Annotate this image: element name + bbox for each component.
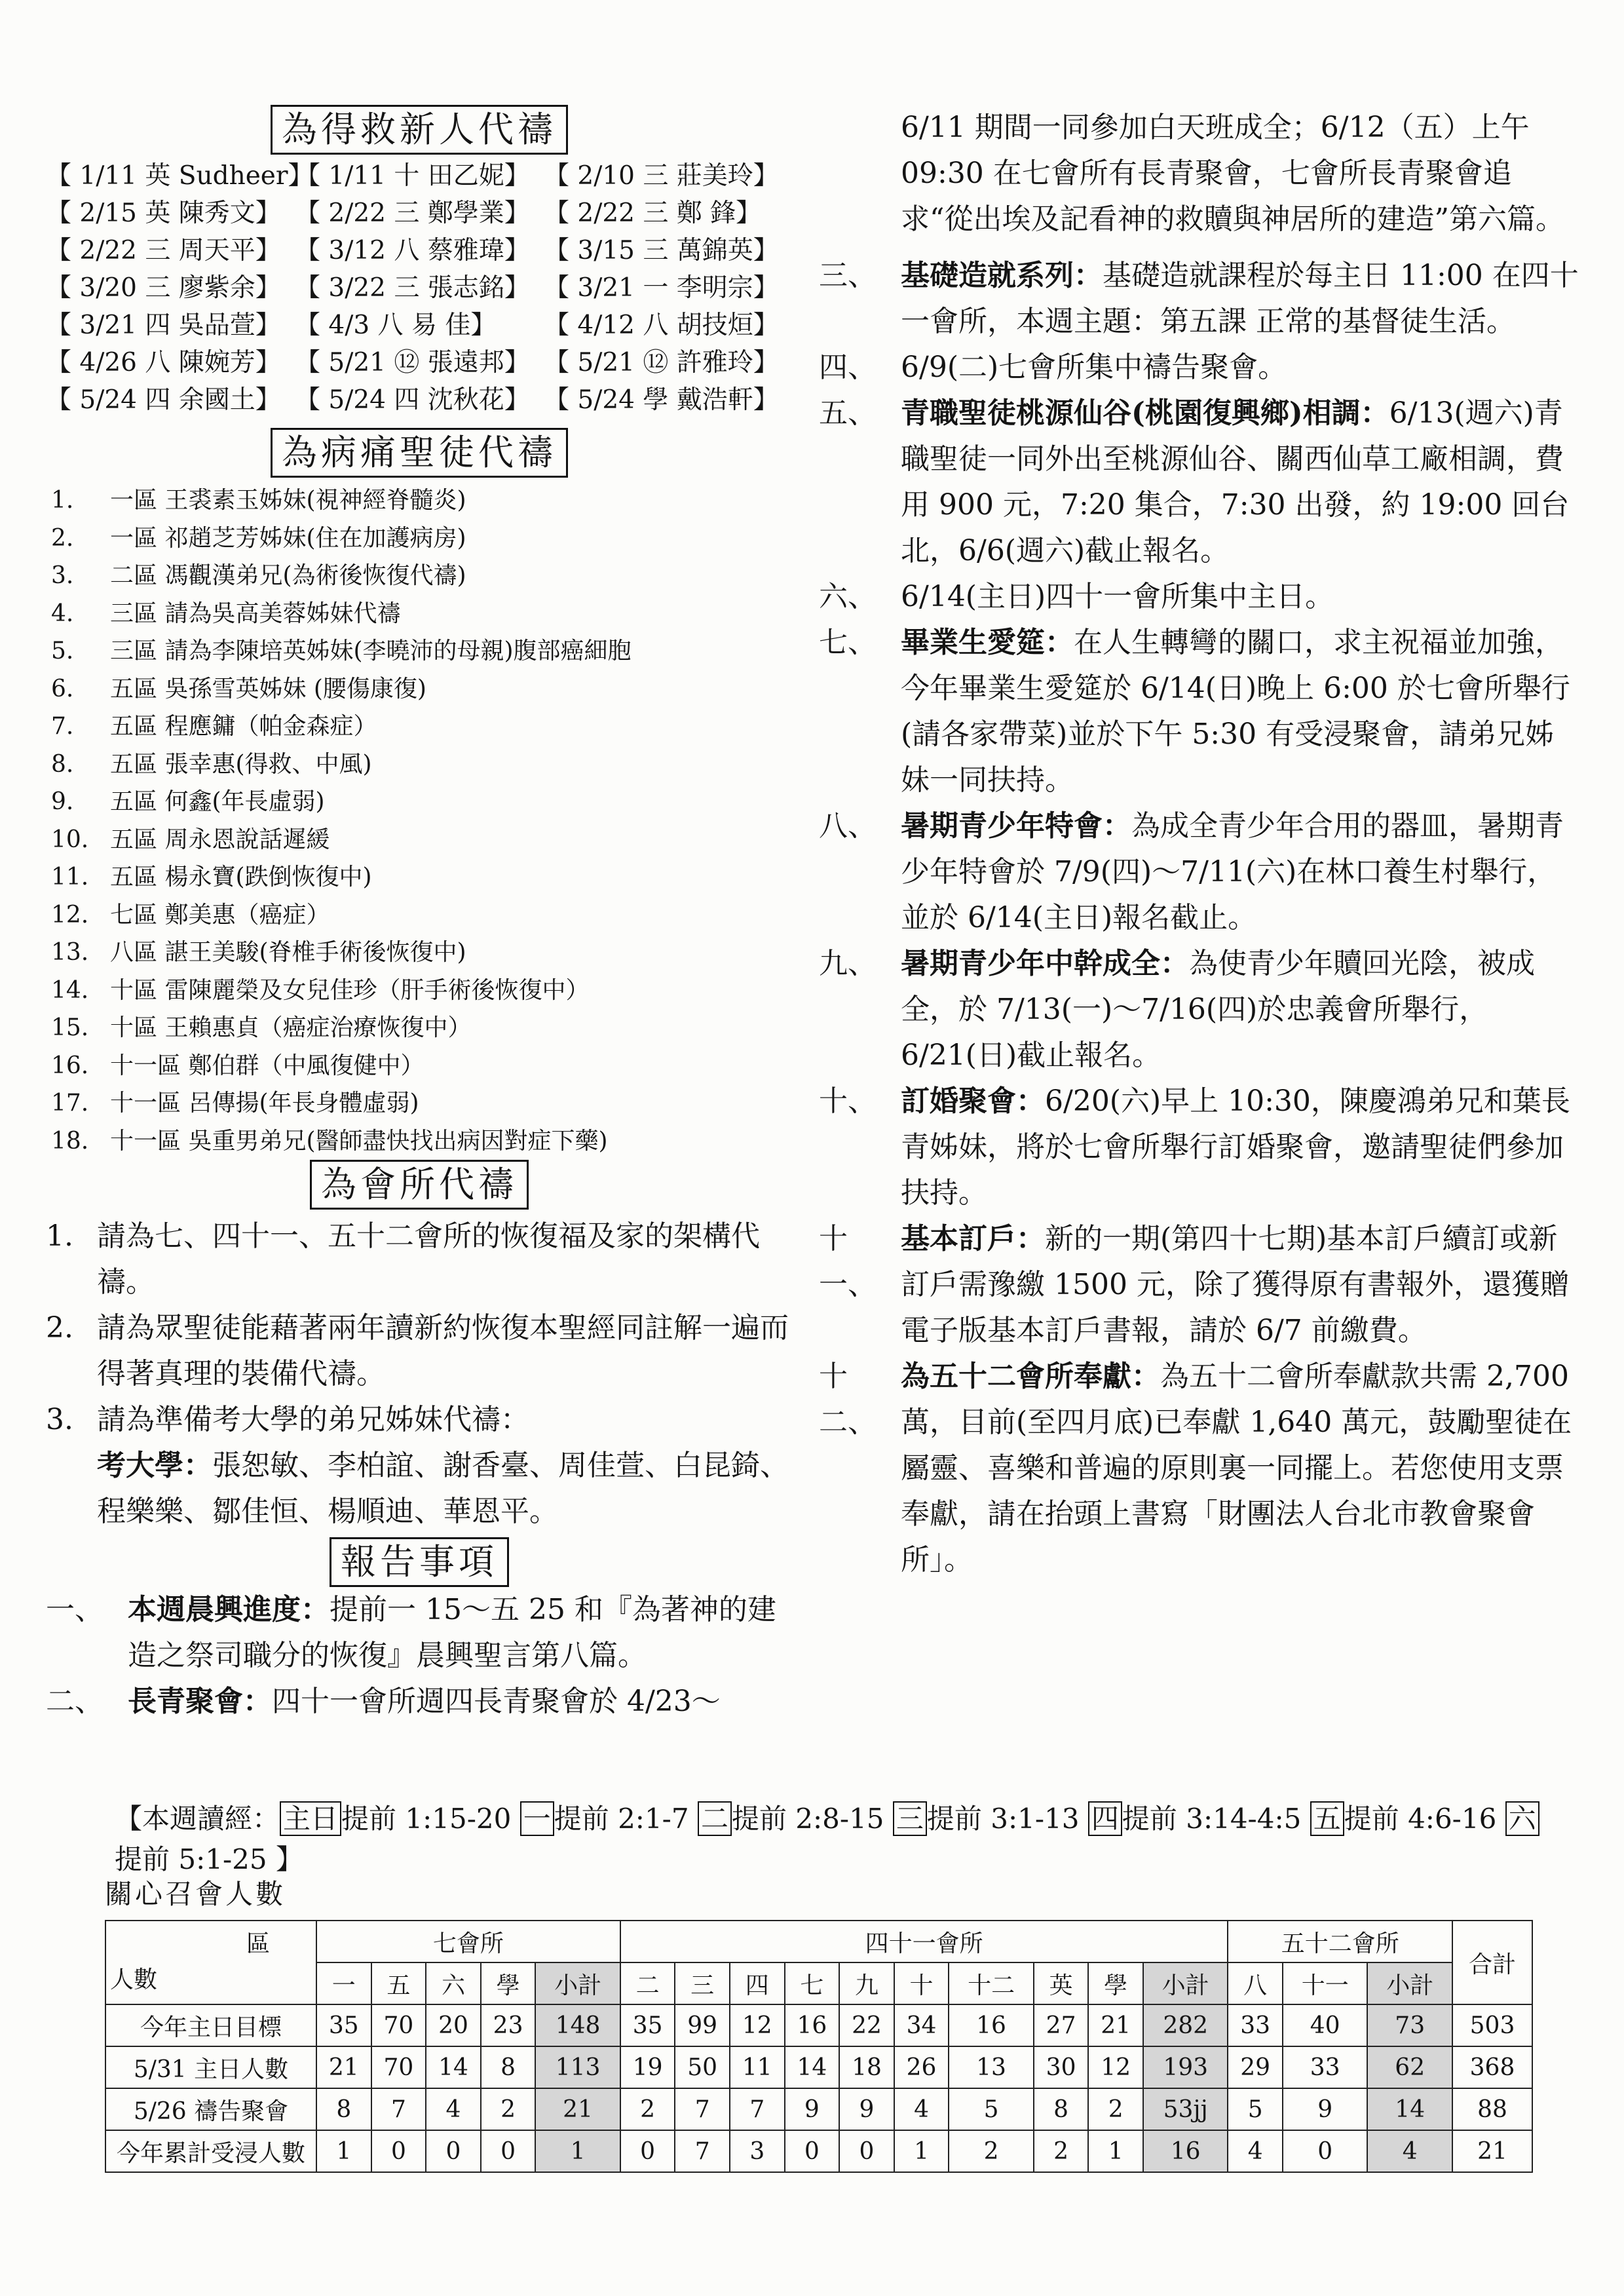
report-text: 新的一期(第四十七期)基本訂戶續訂或新訂戶需豫繳 1500 元，除了獲得原有書報外，還獲贈電子版基本訂戶書報，請於 6/7 前繳費。 [901,1222,1569,1347]
report-body [901,620,1579,803]
attendance-cell: 503 [1452,2004,1532,2046]
hall-item-number: 1. [46,1219,73,1253]
sick-item [51,972,793,1010]
attendance-header-row [105,1921,1532,1962]
attendance-cell: 0 [426,2130,481,2172]
reading-ref: 提前 5:1-25 [115,1843,267,1875]
sick-item [51,1084,793,1122]
sick-item-number: 7. [51,713,74,740]
reading-day-box: 一 [520,1801,554,1836]
attendance-row-label: 5/26 禱告聚會 [105,2088,316,2130]
new-convert-row [46,269,793,307]
attendance-cell: 1 [1088,2130,1143,2172]
attendance-cell: 2 [620,2088,675,2130]
report-heading: 畢業生愛筵： [901,626,1074,659]
attendance-cell: 21 [535,2088,620,2130]
attendance-cell: 0 [481,2130,536,2172]
attendance-cell: 7 [675,2130,730,2172]
report-text: 6/13(週六)青職聖徒一同外出至桃源仙谷、關西仙草工廠相調，費用 900 元，7:20 集合，7:30 出發，約 19:00 回台北，6/6(週六)截止報名。 [901,396,1570,567]
attendance-cell: 73 [1367,2004,1452,2046]
new-convert-entry: 【 1/11 英 Sudheer】 [46,161,314,191]
reading-day-box: 三 [893,1801,927,1836]
new-convert-entry: 【 2/22 三 周天平】 [46,236,281,265]
sick-item-text: 一區 王裘素玉姊妹(視神經脊髓炎) [110,487,466,514]
sick-item [51,783,793,821]
attendance-cell: 8 [1034,2088,1089,2130]
attendance-table [105,1920,1533,2173]
new-convert-row [46,195,793,232]
attendance-cell: 2 [949,2130,1033,2172]
report-heading: 暑期青少年中幹成全： [901,947,1189,980]
attendance-cell: 14 [426,2046,481,2088]
report-body [128,1679,793,1725]
attendance-cell: 113 [535,2046,620,2088]
attendance-corner [105,1921,316,2004]
new-converts-list [46,157,793,419]
report-body [901,941,1579,1079]
attendance-column-header: 一 [316,1962,371,2004]
attendance-cell: 34 [894,2004,949,2046]
attendance-total-header: 合計 [1452,1921,1532,2004]
attendance-row [105,2088,1532,2130]
attendance-cell: 7 [730,2088,785,2130]
attendance-cell: 16 [949,2004,1033,2046]
sick-item-number: 6. [51,675,74,702]
attendance-cell: 4 [1228,2130,1283,2172]
sick-item-text: 五區 吳孫雪英姊妹 (腰傷康復) [110,675,426,702]
attendance-column-header: 小計 [1367,1962,1452,2004]
new-convert-row [46,381,793,419]
attendance-cell: 88 [1452,2088,1532,2130]
report-heading-wrap [46,1537,793,1587]
attendance-cell: 9 [1283,2088,1367,2130]
attendance-column-header: 英 [1034,1962,1089,2004]
attendance-cell: 0 [839,2130,894,2172]
new-convert-entry: 【 1/11 十 田乙妮】 [295,161,530,191]
report-number: 八、 [819,809,877,843]
attendance-cell: 53jj [1143,2088,1228,2130]
attendance-cell: 19 [620,2046,675,2088]
hall-item [46,1397,793,1443]
attendance-cell: 3 [730,2130,785,2172]
hall-heading-wrap [46,1160,793,1210]
reading-ref: 提前 2:8-15 [731,1803,884,1835]
sick-item-text: 二區 馮觀漢弟兄(為術後恢復代禱) [110,562,466,589]
sick-item-number: 3. [51,562,74,589]
attendance-column-header: 學 [1088,1962,1143,2004]
report-item [819,253,1579,345]
report-text: 為使青少年贖回光陰，被成全，於 7/13(一)～7/16(四)於忠義會所舉行，6/21(日)截止報名。 [901,947,1535,1072]
report-item [46,1679,793,1725]
sick-item [51,557,793,595]
sick-item-text: 十區 王賴惠貞（癌症治療恢復中） [110,1014,472,1041]
attendance-cell: 14 [785,2046,840,2088]
reading-day-box: 主日 [280,1801,341,1836]
attendance-cell: 2 [1088,2088,1143,2130]
sick-item [51,1009,793,1047]
attendance-cell: 35 [620,2004,675,2046]
attendance-cell: 23 [481,2004,536,2046]
hall-item-number: 3. [46,1403,73,1436]
report-item [819,574,1579,620]
attendance-cell: 12 [730,2004,785,2046]
report-body [901,1354,1579,1583]
attendance-cell: 7 [675,2088,730,2130]
new-convert-entry: 【 3/22 三 張志銘】 [295,273,530,303]
sick-item-number: 2. [51,524,74,552]
sick-item [51,821,793,859]
new-convert-entry: 【 2/22 三 鄭學業】 [295,199,530,228]
sick-item-text: 十一區 呂傳揚(年長身體虛弱) [110,1090,419,1117]
reading-day-box: 二 [698,1801,732,1836]
report-heading: 訂婚聚會： [901,1084,1045,1118]
reading-day-box: 五 [1310,1801,1344,1836]
sick-item-number: 17. [51,1090,89,1117]
attendance-cell: 2 [481,2088,536,2130]
sick-item-text: 十一區 吳重男弟兄(醫師盡快找出病因對症下藥) [110,1127,608,1155]
attendance-cell: 9 [785,2088,840,2130]
attendance-row-label: 今年累計受浸人數 [105,2130,316,2172]
attendance-column-header: 九 [839,1962,894,2004]
sick-item-number: 13. [51,939,89,966]
sick-item-text: 三區 請為李陳培英姊妹(李曉沛的母親)腹部癌細胞 [110,638,632,664]
report-text: 為成全青少年合用的器皿，暑期青少年特會於 7/9(四)～7/11(六)在林口養生村舉行，並於 6/14(主日)報名截止。 [901,809,1564,934]
report-body [901,253,1579,345]
sick-item-text: 七區 鄭美惠（癌症） [110,901,330,928]
reading-ref: 提前 1:15-20 [341,1803,512,1835]
attendance-column-header: 八 [1228,1962,1283,2004]
attendance-column-header: 七 [785,1962,840,2004]
report-number: 二、 [46,1685,104,1718]
attendance-group-header: 四十一會所 [620,1921,1228,1962]
attendance-cell: 22 [839,2004,894,2046]
report-text: 在人生轉彎的關口，求主祝福並加強，今年畢業生愛筵於 6/14(日)晚上 6:00 於七會所舉行(請各家帶菜)並於下午 5:30 有受浸聚會，請弟兄姊妹一同扶持。 [901,626,1570,797]
new-convert-entry: 【 4/3 八 易 佳】 [295,311,497,340]
attendance-cell: 0 [1283,2130,1367,2172]
hall-list [46,1214,793,1443]
sick-item-number: 14. [51,976,89,1004]
sick-item [51,1122,793,1160]
report-item [819,1079,1579,1216]
new-convert-entry: 【 5/24 四 沈秋花】 [295,385,530,415]
attendance-cell: 21 [1452,2130,1532,2172]
exam-block [46,1443,793,1535]
report-text: 6/9(二)七會所集中禱告聚會。 [901,351,1287,384]
new-convert-entry: 【 5/21 ⑫ 張遠邦】 [295,348,530,377]
hall-item-number: 2. [46,1311,73,1345]
attendance-group-header: 七會所 [316,1921,620,1962]
hall-item [46,1305,793,1397]
sick-item-number: 8. [51,750,74,778]
new-convert-entry: 【 3/21 一 李明宗】 [544,273,779,303]
attendance-cell: 27 [1034,2004,1089,2046]
attendance-cell: 12 [1088,2046,1143,2088]
report-text: 四十一會所週四長青聚會於 4/23～ [272,1685,721,1718]
new-convert-row [46,344,793,381]
new-convert-entry: 【 4/26 八 陳婉芳】 [46,348,281,377]
attendance-cell: 33 [1283,2046,1367,2088]
report-heading: 為五十二會所奉獻： [901,1360,1160,1393]
reading-ref: 提前 3:14-4:5 [1122,1803,1302,1835]
attendance-cell: 29 [1228,2046,1283,2088]
report-item [819,391,1579,574]
report-text: 提前一 15～五 25 和『為著神的建造之祭司職分的恢復』晨興聖言第八篇。 [128,1593,776,1672]
attendance-cell: 70 [371,2046,426,2088]
report-body [901,1079,1579,1216]
attendance-row [105,2130,1532,2172]
reading-prefix: 【本週讀經： [115,1803,280,1835]
sick-item-number: 1. [51,487,74,514]
attendance-cell: 62 [1367,2046,1452,2088]
attendance-column-header: 小計 [535,1962,620,2004]
exam-names: 張恕敏、李柏誼、謝香臺、周佳萱、白昆錡、程樂樂、鄒佳恒、楊順迪、華恩平。 [97,1449,789,1528]
attendance-cell: 11 [730,2046,785,2088]
sick-item-number: 9. [51,788,74,815]
attendance-column-header: 三 [675,1962,730,2004]
sick-item-text: 五區 程應鏞（帕金森症） [110,713,377,740]
new-convert-entry: 【 3/20 三 廖紫余】 [46,273,281,303]
attendance-cell: 4 [1367,2130,1452,2172]
sick-item-number: 4. [51,600,74,627]
reading-day-box: 六 [1505,1801,1539,1836]
new-convert-entry: 【 2/15 英 陳秀文】 [46,199,281,228]
attendance-cell: 33 [1228,2004,1283,2046]
report-item [819,620,1579,803]
attendance-row-label: 今年主日目標 [105,2004,316,2046]
attendance-column-header: 六 [426,1962,481,2004]
attendance-cell: 70 [371,2004,426,2046]
attendance-column-header: 十一 [1283,1962,1367,2004]
sick-item-number: 15. [51,1014,89,1041]
attendance-cell: 8 [481,2046,536,2088]
report-heading: 報告事項 [330,1537,509,1587]
sick-item-number: 16. [51,1052,89,1079]
attendance-cell: 1 [535,2130,620,2172]
report-heading: 青職聖徒桃源仙谷(桃園復興鄉)相調： [901,396,1389,430]
attendance-cell: 148 [535,2004,620,2046]
sick-item [51,520,793,558]
attendance-cell: 0 [371,2130,426,2172]
new-convert-row [46,157,793,195]
reading-ref: 提前 3:1-13 [926,1803,1080,1835]
report-text: 6/20(六)早上 10:30，陳慶鴻弟兄和葉長青姊妹，將於七會所舉行訂婚聚會，邀請聖徒們參加扶持。 [901,1084,1570,1210]
sick-item [51,746,793,784]
report-body [901,1216,1579,1354]
report-heading: 暑期青少年特會： [901,809,1131,843]
corner-count-label: 人數 [110,1966,158,1993]
sick-item-number: 5. [51,638,74,664]
attendance-cell: 20 [426,2004,481,2046]
new-convert-row [46,232,793,269]
sick-item-text: 十區 雷陳麗榮及女兒佳珍（肝手術後恢復中） [110,976,590,1004]
attendance-cell: 7 [371,2088,426,2130]
report-body [901,574,1579,620]
attendance-column-header: 二 [620,1962,675,2004]
attendance-cell: 9 [839,2088,894,2130]
hall-item-text: 請為準備考大學的弟兄姊妹代禱： [97,1403,529,1436]
attendance-cell: 4 [894,2088,949,2130]
reading-suffix: 】 [275,1843,303,1875]
attendance-row-label: 5/31 主日人數 [105,2046,316,2088]
attendance-cell: 0 [785,2130,840,2172]
attendance-cell: 5 [1228,2088,1283,2130]
attendance-cell: 8 [316,2088,371,2130]
right-column [819,105,1579,1583]
report-list-right [819,253,1579,1583]
attendance-cell: 5 [949,2088,1033,2130]
corner-region-label: 區 [246,1930,270,1957]
sick-item [51,934,793,972]
new-convert-entry: 【 5/24 四 余國土】 [46,385,281,415]
attendance-cell: 14 [1367,2088,1452,2130]
hall-item-text: 請為七、四十一、五十二會所的恢復福及家的架構代禱。 [97,1219,760,1299]
sick-item-text: 五區 何鑫(年長虛弱) [110,788,325,815]
report-body [901,803,1579,941]
new-convert-entry: 【 4/12 八 胡技烜】 [544,311,779,340]
hall-heading: 為會所代禱 [310,1160,529,1210]
attendance-row [105,2004,1532,2046]
reading-day-box: 四 [1088,1801,1122,1836]
attendance-cell: 99 [675,2004,730,2046]
sick-item-number: 10. [51,826,89,853]
report-number: 十二、 [819,1360,877,1439]
report-body [128,1587,793,1679]
report-number: 七、 [819,626,877,659]
new-convert-entry: 【 3/12 八 蔡雅瑋】 [295,236,530,265]
weekly-reading [115,1799,1543,1880]
attendance-cell: 1 [316,2130,371,2172]
attendance-cell: 368 [1452,2046,1532,2088]
report-item [819,803,1579,941]
report-heading: 基本訂戶： [901,1222,1045,1255]
attendance-row [105,2046,1532,2088]
attendance-group-header: 五十二會所 [1228,1921,1452,1962]
sick-item [51,482,793,520]
report-number: 三、 [819,259,877,292]
report-text: 基礎造就課程於每主日 11:00 在四十一會所，本週主題：第五課 正常的基督徒生活。 [901,259,1579,338]
new-convert-row [46,307,793,344]
exam-label: 考大學： [97,1449,212,1482]
report-body [901,391,1579,574]
report-number: 十一、 [819,1222,877,1301]
sick-item-text: 一區 祁趙芝芳姊妹(住在加護病房) [110,524,466,552]
report-number: 九、 [819,947,877,980]
attendance-cell: 0 [620,2130,675,2172]
attendance-cell: 50 [675,2046,730,2088]
attendance-cell: 18 [839,2046,894,2088]
new-convert-entry: 【 3/15 三 萬錦英】 [544,236,779,265]
attendance-cell: 16 [785,2004,840,2046]
attendance-cell: 21 [1088,2004,1143,2046]
report-heading: 本週晨興進度： [128,1593,330,1626]
sick-item-text: 十一區 鄭伯群（中風復健中） [110,1052,425,1079]
sick-item-text: 五區 張幸惠(得救、中風) [110,750,372,778]
attendance-column-header: 四 [730,1962,785,2004]
report-continued: 6/11 期間一同參加白天班成全；6/12（五）上午 09:30 在七會所有長青聚會，七會所長青聚會追求“從出埃及記看神的救贖與神居所的建造”第六篇。 [901,111,1564,236]
sick-item-text: 八區 諶王美駿(脊椎手術後恢復中) [110,939,466,966]
attendance-cell: 40 [1283,2004,1367,2046]
report-list-left [46,1587,793,1725]
report-heading: 長青聚會： [128,1685,272,1718]
sick-item-number: 12. [51,901,89,928]
hall-item [46,1214,793,1305]
attendance-column-header: 十 [894,1962,949,2004]
sick-item [51,632,793,670]
report-number: 五、 [819,396,877,430]
attendance-cell: 26 [894,2046,949,2088]
attendance-subheader-row [105,1962,1532,2004]
sick-item [51,1047,793,1085]
hall-item-text: 請為眾聖徒能藉著兩年讀新約恢復本聖經同註解一遍而得著真理的裝備代禱。 [97,1311,789,1390]
attendance-cell: 35 [316,2004,371,2046]
attendance-column-header: 十二 [949,1962,1033,2004]
sick-item [51,858,793,896]
attendance-column-header: 小計 [1143,1962,1228,2004]
attendance-cell: 2 [1034,2130,1089,2172]
new-convert-entry: 【 2/10 三 莊美玲】 [544,161,779,191]
report-item [819,1216,1579,1354]
attendance-cell: 1 [894,2130,949,2172]
reading-ref: 提前 2:1-7 [554,1803,689,1835]
sick-item-text: 三區 請為吳高美蓉姊妹代禱 [110,600,401,627]
attendance-cell: 30 [1034,2046,1089,2088]
sick-heading-wrap [46,428,793,478]
sick-item [51,670,793,708]
new-converts-heading: 為得救新人代禱 [271,105,568,155]
attendance-cell: 13 [949,2046,1033,2088]
attendance-column-header: 學 [481,1962,536,2004]
sick-item-text: 五區 楊永寶(跌倒恢復中) [110,864,372,890]
attendance-cell: 4 [426,2088,481,2130]
attendance-column-header: 五 [371,1962,426,2004]
attendance-cell: 193 [1143,2046,1228,2088]
report-body [901,345,1579,391]
report-item [819,941,1579,1079]
sick-item-number: 11. [51,864,89,890]
new-convert-entry: 【 5/24 學 戴浩軒】 [544,385,779,415]
report-heading: 基礎造就系列： [901,259,1103,292]
report-item [46,1587,793,1679]
report-number: 六、 [819,580,877,613]
report-number: 一、 [46,1593,104,1626]
attendance-cell: 282 [1143,2004,1228,2046]
sick-item [51,708,793,746]
attendance-cell: 21 [316,2046,371,2088]
new-convert-entry: 【 3/21 四 吳品萱】 [46,311,281,340]
report-text: 為五十二會所奉獻款共需 2,700 萬，目前(至四月底)已奉獻 1,640 萬元，鼓勵聖徒在屬靈、喜樂和普遍的原則裏一同擺上。若您使用支票奉獻，請在抬頭上書寫「財團法人台北市教會聚會所」。 [901,1360,1572,1577]
attendance-cell: 16 [1143,2130,1228,2172]
report-number: 十、 [819,1084,877,1118]
report-text: 6/14(主日)四十一會所集中主日。 [901,580,1334,613]
reading-ref: 提前 4:6-16 [1344,1803,1497,1835]
sick-heading: 為病痛聖徒代禱 [271,428,568,478]
sick-item [51,896,793,934]
report-number: 四、 [819,351,877,384]
new-converts-heading-wrap [46,105,793,155]
new-convert-entry: 【 5/21 ⑫ 許雅玲】 [544,348,779,377]
attendance-title: 關心召會人數 [105,1878,286,1910]
report-item [819,1354,1579,1583]
sick-item [51,595,793,633]
sick-item-text: 五區 周永恩說話遲緩 [110,826,330,853]
sick-list [51,482,793,1160]
left-column [46,105,793,1725]
new-convert-entry: 【 2/22 三 鄭 鋒】 [544,199,762,228]
report-item [819,345,1579,391]
sick-item-number: 18. [51,1127,89,1155]
